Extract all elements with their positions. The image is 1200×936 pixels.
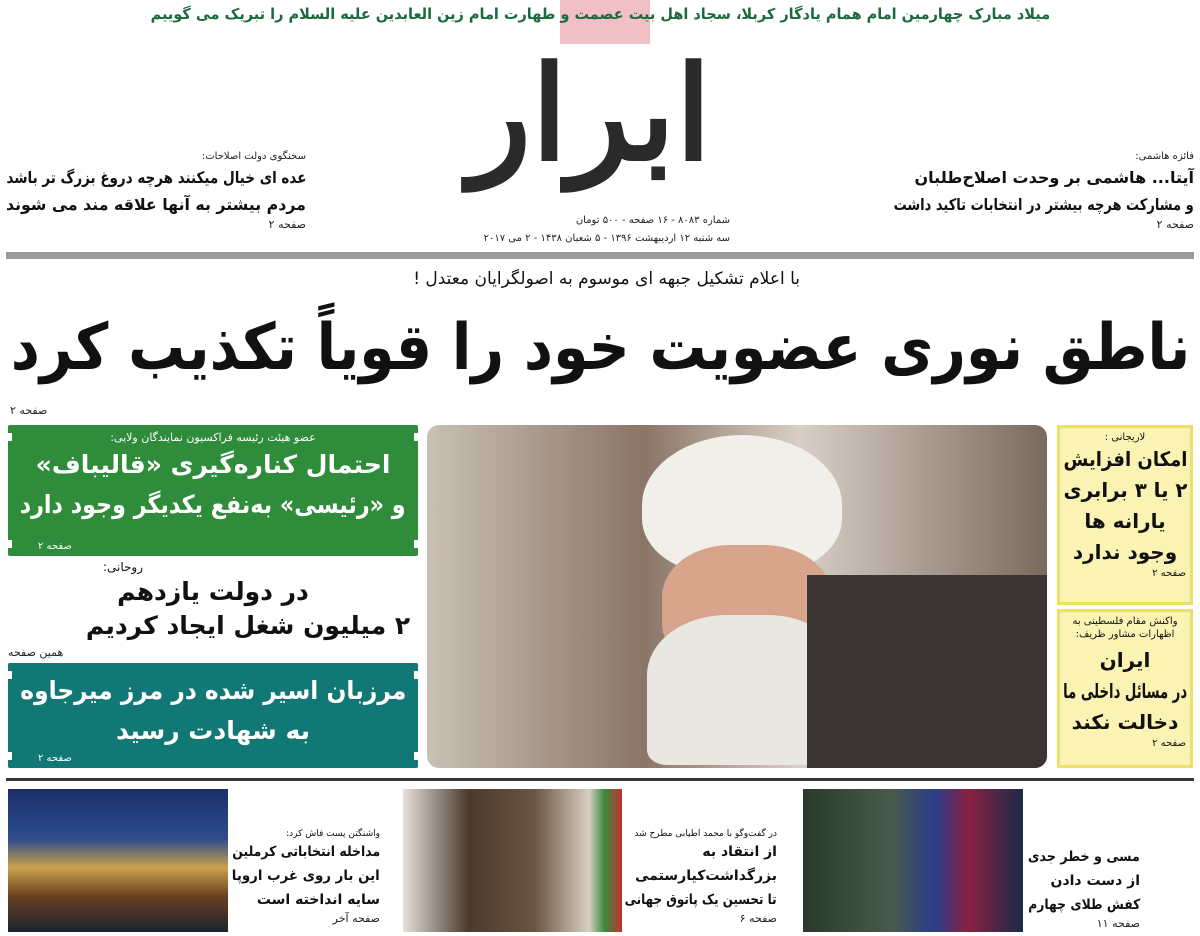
bottom-story[interactable] — [232, 828, 380, 926]
page-ref: صفحه ۱۱ — [1096, 917, 1140, 930]
page-ref: صفحه ۲ — [1156, 218, 1194, 231]
page-ref: صفحه ۲ — [10, 404, 48, 417]
bottom-story[interactable] — [625, 828, 777, 926]
story-kicker: روحانی: — [102, 560, 144, 574]
story-line: ۲ یا ۳ برابری — [1063, 478, 1187, 502]
bottom-story[interactable] — [1028, 845, 1140, 931]
story-line: مرزبان اسیر شده در مرز میرجاوه — [19, 676, 406, 705]
page-ref: صفحه ۲ — [38, 753, 72, 764]
story-line: و «رئیسی» به‌نفع یکدیگر وجود دارد — [20, 490, 406, 519]
story-line: مردم بیشتر به آنها علاقه مند می شوند — [6, 195, 306, 214]
story-line: از انتقاد به — [702, 844, 777, 860]
story-line: و مشارکت هرچه بیشتر در انتخابات تاکید داشت — [893, 195, 1194, 214]
story-line: این بار روی غرب اروپا — [232, 868, 380, 884]
story-line: آیتا... هاشمی بر وحدت اصلاح‌طلبان — [914, 168, 1194, 187]
issue-date: سه شنبه ۱۲ اردیبهشت ۱۳۹۶ - ۵ شعبان ۱۴۳۸ - ۲ می ۲۰۱۷ — [483, 233, 730, 244]
story-line: عده ای خیال میکنند هرچه دروغ بزرگ تر باشد — [6, 168, 306, 187]
left-top-story[interactable] — [6, 150, 306, 232]
story-line: ۲ میلیون شغل ایجاد کردیم — [85, 611, 411, 640]
story-line: تا تحسین یک پاتوق جهانی — [625, 892, 777, 908]
story-kicker: لاریجانی : — [1104, 432, 1146, 443]
yellow-story-bottom[interactable] — [1057, 609, 1193, 768]
page-ref: صفحه ۲ — [268, 218, 306, 231]
page-ref: صفحه ۲ — [1152, 568, 1186, 579]
issue-info: شماره ۸۰۸۳ - ۱۶ صفحه - ۵۰۰ تومان — [575, 215, 730, 226]
story-line: از دست دادن — [1050, 873, 1140, 889]
green-story-box[interactable] — [8, 425, 418, 556]
story-line: یارانه ها — [1084, 509, 1166, 533]
page-ref: صفحه ۲ — [38, 541, 72, 552]
lead-headline[interactable]: ناطق نوری عضویت خود را قویاً تکذیب کرد — [10, 311, 1190, 385]
story-kicker: عضو هیئت رئیسه فراکسیون نمایندگان ولایی: — [110, 431, 316, 444]
story-line: مسی و خطر جدی — [1028, 849, 1140, 865]
story-line: دخالت نکند — [1071, 710, 1179, 734]
page-ref: صفحه ۶ — [739, 912, 777, 925]
story-kicker: سخنگوی دولت اصلاحات: — [201, 151, 306, 162]
story-line: امکان افزایش — [1063, 447, 1187, 471]
teal-story-box[interactable] — [8, 663, 418, 768]
story-line: احتمال کناره‌گیری «قالیباف» — [35, 450, 391, 479]
page-ref: همین صفحه — [8, 646, 64, 659]
right-top-story[interactable] — [894, 150, 1194, 232]
lead-kicker: با اعلام تشکیل جبهه ای موسوم به اصولگرایان معتدل ! — [413, 269, 800, 289]
top-banner: میلاد مبارک چهارمین امام همام یادگار کربلا، سجاد اهل بیت عصمت و طهارت امام زین العابدین علیه السلام را تبریک می گوییم — [150, 5, 1050, 23]
story-line: وجود ندارد — [1072, 540, 1178, 564]
lead-photo[interactable] — [427, 425, 1047, 768]
story-line: در مسائل داخلی ما — [1063, 679, 1187, 703]
kremlin-photo[interactable] — [8, 789, 228, 932]
story-kicker: واکنش مقام فلسطینی به اظهارات مشاور ظریف: — [1072, 616, 1178, 640]
masthead-logo: ابرار — [468, 37, 712, 190]
divider — [6, 252, 1194, 259]
story-kicker: واشنگتن پست فاش کرد: — [286, 829, 380, 839]
page-ref: صفحه آخر — [332, 912, 380, 925]
story-line: کفش طلای چهارم — [1027, 897, 1140, 913]
story-line: ایران — [1099, 648, 1151, 672]
middle-story[interactable] — [8, 560, 418, 643]
divider — [6, 778, 1194, 781]
yellow-story-top[interactable] — [1057, 425, 1193, 605]
interview-photo[interactable] — [403, 789, 622, 932]
robe-shape — [807, 575, 1047, 768]
story-line: مداخله انتخاباتی کرملین — [232, 844, 380, 860]
story-line: به شهادت رسید — [115, 716, 310, 745]
messi-photo[interactable] — [803, 789, 1023, 932]
story-line: سایه انداخته است — [256, 892, 380, 908]
story-line: بزرگداشت‌کیارستمی — [635, 868, 777, 884]
page-ref: صفحه ۲ — [1152, 738, 1186, 749]
story-line: در دولت یازدهم — [117, 577, 309, 606]
story-kicker: در گفت‌وگو با محمد اطیابی مطرح شد — [634, 829, 777, 839]
story-kicker: فائزه هاشمی: — [1135, 151, 1194, 162]
